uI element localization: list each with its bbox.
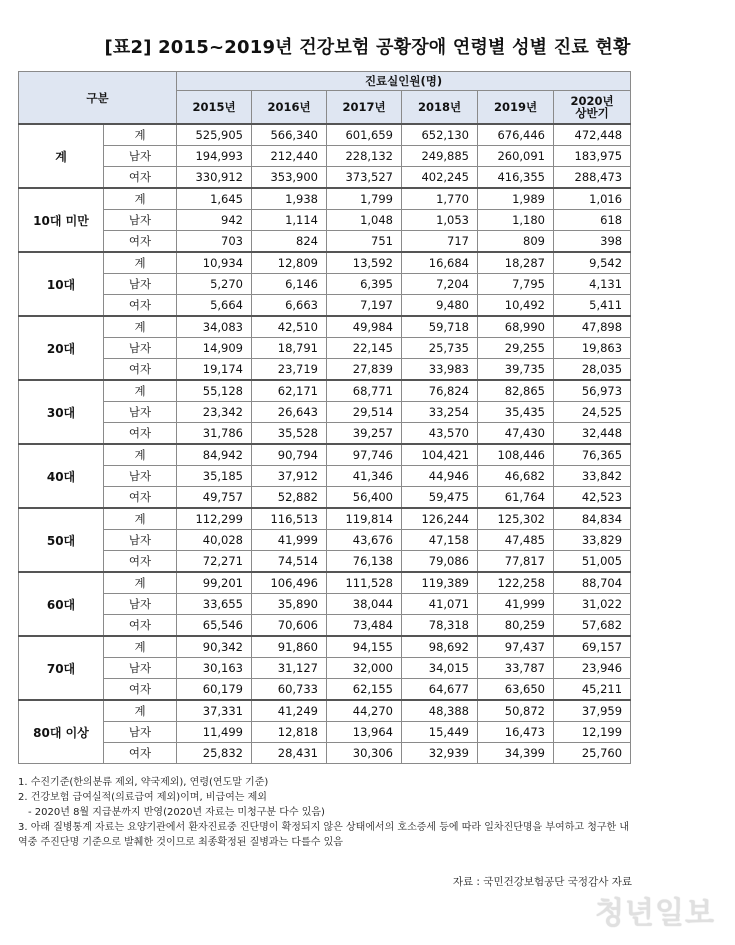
patient-count-cell: 39,257 [327,423,402,445]
patient-count-cell: 68,990 [478,316,554,338]
patient-count-cell: 12,199 [554,722,631,743]
sex-label: 남자 [104,402,177,423]
sex-label: 계 [104,188,177,210]
patient-count-cell: 30,163 [177,658,252,679]
patient-count-cell: 33,829 [554,530,631,551]
patient-count-cell: 45,211 [554,679,631,701]
patient-count-cell: 104,421 [402,444,478,466]
patient-count-cell: 525,905 [177,124,252,146]
patient-count-cell: 33,983 [402,359,478,381]
age-group-label: 80대 이상 [19,700,104,764]
source-note: 자료 : 국민건강보험공단 국정감사 자료 [452,876,632,888]
patient-count-cell: 47,430 [478,423,554,445]
patient-count-cell: 23,946 [554,658,631,679]
patient-count-cell: 6,395 [327,274,402,295]
patient-count-cell: 16,473 [478,722,554,743]
patient-count-cell: 751 [327,231,402,253]
patient-count-cell: 42,510 [252,316,327,338]
sex-label: 여자 [104,743,177,764]
patient-count-cell: 33,787 [478,658,554,679]
patient-count-cell: 472,448 [554,124,631,146]
header-patients: 진료실인원(명) [177,72,631,91]
patient-count-cell: 61,764 [478,487,554,509]
header-year: 2016년 [252,91,327,125]
footnote: 2. 건강보험 급여실적(의료급여 제외)이며, 비급여는 제외 [18,792,267,803]
patient-count-cell: 48,388 [402,700,478,722]
patient-count-cell: 59,718 [402,316,478,338]
patient-count-cell: 24,525 [554,402,631,423]
table-row [19,722,631,743]
table-row [19,551,631,573]
patient-count-cell: 18,791 [252,338,327,359]
patient-count-cell: 126,244 [402,508,478,530]
patient-count-cell: 78,318 [402,615,478,637]
sex-label: 계 [104,380,177,402]
sex-label: 남자 [104,722,177,743]
table-row [19,423,631,445]
patient-count-cell: 38,044 [327,594,402,615]
patient-count-cell: 10,934 [177,252,252,274]
patient-count-cell: 28,431 [252,743,327,764]
patient-count-cell: 39,735 [478,359,554,381]
table-row [19,466,631,487]
patient-count-cell: 31,022 [554,594,631,615]
patient-count-cell: 288,473 [554,167,631,189]
patient-count-cell: 80,259 [478,615,554,637]
patient-count-cell: 73,484 [327,615,402,637]
table-row [19,444,631,466]
table-row [19,316,631,338]
patient-count-cell: 91,860 [252,636,327,658]
patient-count-cell: 416,355 [478,167,554,189]
patient-count-cell: 98,692 [402,636,478,658]
sex-label: 계 [104,636,177,658]
age-group-label: 10대 미만 [19,188,104,252]
patient-count-cell: 13,592 [327,252,402,274]
patient-count-cell: 7,204 [402,274,478,295]
patient-count-cell: 41,071 [402,594,478,615]
sex-label: 남자 [104,658,177,679]
patient-count-cell: 809 [478,231,554,253]
patient-count-cell: 47,158 [402,530,478,551]
patient-count-cell: 33,655 [177,594,252,615]
age-group-label: 60대 [19,572,104,636]
patient-count-cell: 1,989 [478,188,554,210]
sex-label: 여자 [104,423,177,445]
patient-count-cell: 25,832 [177,743,252,764]
sex-label: 남자 [104,210,177,231]
patient-count-cell: 97,437 [478,636,554,658]
patient-count-cell: 6,146 [252,274,327,295]
patient-count-cell: 69,157 [554,636,631,658]
table-row [19,295,631,317]
patient-count-cell: 33,842 [554,466,631,487]
table-row [19,231,631,253]
header-year: 2019년 [478,91,554,125]
patient-count-cell: 34,083 [177,316,252,338]
sex-label: 여자 [104,679,177,701]
patient-count-cell: 60,179 [177,679,252,701]
header-year: 2018년 [402,91,478,125]
table-row [19,188,631,210]
patient-count-cell: 88,704 [554,572,631,594]
sex-label: 남자 [104,338,177,359]
patient-count-cell: 62,155 [327,679,402,701]
patient-count-cell: 111,528 [327,572,402,594]
patient-count-cell: 942 [177,210,252,231]
patient-count-cell: 717 [402,231,478,253]
age-group-label: 70대 [19,636,104,700]
patient-count-cell: 25,760 [554,743,631,764]
sex-label: 남자 [104,274,177,295]
patient-count-cell: 11,499 [177,722,252,743]
patient-count-cell: 84,834 [554,508,631,530]
table-row [19,359,631,381]
sex-label: 남자 [104,146,177,167]
patient-count-cell: 59,475 [402,487,478,509]
patient-count-cell: 15,449 [402,722,478,743]
patient-count-cell: 1,016 [554,188,631,210]
page-title: [표2] 2015~2019년 건강보험 공황장애 연령별 성별 진료 현황 [104,37,631,58]
table-row [19,636,631,658]
patient-count-cell: 7,197 [327,295,402,317]
patient-count-cell: 1,799 [327,188,402,210]
sex-label: 계 [104,316,177,338]
patient-count-cell: 42,523 [554,487,631,509]
table-body [19,124,631,764]
patient-count-cell: 9,542 [554,252,631,274]
patient-count-cell: 44,946 [402,466,478,487]
table-row [19,252,631,274]
patient-count-cell: 49,757 [177,487,252,509]
patient-count-cell: 31,786 [177,423,252,445]
patient-count-cell: 41,999 [252,530,327,551]
patient-count-cell: 29,514 [327,402,402,423]
patient-count-cell: 44,270 [327,700,402,722]
sex-label: 계 [104,444,177,466]
patient-count-cell: 125,302 [478,508,554,530]
patient-count-cell: 63,650 [478,679,554,701]
patient-count-cell: 19,863 [554,338,631,359]
patient-count-cell: 5,411 [554,295,631,317]
sex-label: 계 [104,700,177,722]
patient-count-cell: 30,306 [327,743,402,764]
watermark-logo: 청년일보 [595,896,715,931]
patient-count-cell: 32,448 [554,423,631,445]
table-row [19,700,631,722]
patient-count-cell: 41,999 [478,594,554,615]
patient-count-cell: 398 [554,231,631,253]
patient-count-cell: 1,180 [478,210,554,231]
patient-count-cell: 26,643 [252,402,327,423]
patient-count-cell: 40,028 [177,530,252,551]
patient-count-cell: 56,973 [554,380,631,402]
table-row [19,508,631,530]
table-row [19,167,631,189]
sex-label: 여자 [104,167,177,189]
patient-count-cell: 402,245 [402,167,478,189]
footnote: 3. 아래 질병통계 자료는 요양기관에서 환자진료중 진단명이 확정되지 않은 상태에서의 호소증세 등에 따라 일차진단명을 부여하고 청구한 내역중 주진단명 기준으로 발췌한 것이므로 최종확정된 질병과는 다를수 있음 [18,822,630,848]
patient-count-cell: 43,570 [402,423,478,445]
patient-count-cell: 330,912 [177,167,252,189]
patient-count-cell: 60,733 [252,679,327,701]
patient-count-cell: 249,885 [402,146,478,167]
patient-count-cell: 70,606 [252,615,327,637]
patient-count-cell: 10,492 [478,295,554,317]
patient-count-cell: 34,015 [402,658,478,679]
patient-count-cell: 119,814 [327,508,402,530]
patient-count-cell: 12,809 [252,252,327,274]
patient-count-cell: 1,048 [327,210,402,231]
table-row [19,594,631,615]
patient-count-cell: 97,746 [327,444,402,466]
sex-label: 여자 [104,615,177,637]
patient-count-cell: 50,872 [478,700,554,722]
patient-count-cell: 90,342 [177,636,252,658]
patient-count-cell: 601,659 [327,124,402,146]
patient-count-cell: 32,939 [402,743,478,764]
sex-label: 여자 [104,295,177,317]
patient-count-cell: 37,912 [252,466,327,487]
patient-count-cell: 35,890 [252,594,327,615]
sex-label: 여자 [104,231,177,253]
patient-count-cell: 19,174 [177,359,252,381]
patient-count-cell: 183,975 [554,146,631,167]
patient-count-cell: 14,909 [177,338,252,359]
footnotes [18,775,638,850]
header-category: 구분 [19,72,177,125]
patient-count-cell: 618 [554,210,631,231]
sex-label: 계 [104,252,177,274]
patient-count-cell: 1,053 [402,210,478,231]
patient-count-cell: 260,091 [478,146,554,167]
sex-label: 계 [104,508,177,530]
patient-count-cell: 824 [252,231,327,253]
patient-count-cell: 1,114 [252,210,327,231]
patient-count-cell: 31,127 [252,658,327,679]
sex-label: 남자 [104,466,177,487]
patient-count-cell: 13,964 [327,722,402,743]
header-year: 2015년 [177,91,252,125]
patient-count-cell: 7,795 [478,274,554,295]
patient-count-cell: 74,514 [252,551,327,573]
footnote: 1. 수진기준(한의분류 제외, 약국제외), 연령(연도말 기준) [18,777,269,788]
table-row [19,146,631,167]
patient-count-cell: 106,496 [252,572,327,594]
patient-count-cell: 76,138 [327,551,402,573]
patient-count-cell: 68,771 [327,380,402,402]
patient-count-cell: 652,130 [402,124,478,146]
patient-count-cell: 28,035 [554,359,631,381]
table-row [19,530,631,551]
header-year: 2020년 상반기 [554,91,631,125]
patient-count-cell: 77,817 [478,551,554,573]
patient-count-cell: 90,794 [252,444,327,466]
patient-count-cell: 116,513 [252,508,327,530]
patient-count-cell: 76,824 [402,380,478,402]
patient-count-cell: 84,942 [177,444,252,466]
patient-count-cell: 112,299 [177,508,252,530]
header-year: 2017년 [327,91,402,125]
age-group-label: 30대 [19,380,104,444]
patient-count-cell: 57,682 [554,615,631,637]
table-row [19,402,631,423]
patient-count-cell: 1,645 [177,188,252,210]
table-row [19,615,631,637]
patient-count-cell: 373,527 [327,167,402,189]
patient-count-cell: 79,086 [402,551,478,573]
patient-count-cell: 34,399 [478,743,554,764]
table-row [19,274,631,295]
age-group-label: 계 [19,124,104,188]
patient-count-cell: 566,340 [252,124,327,146]
patient-count-cell: 47,898 [554,316,631,338]
patient-count-cell: 1,938 [252,188,327,210]
patient-count-cell: 108,446 [478,444,554,466]
table-row [19,572,631,594]
patient-count-cell: 16,684 [402,252,478,274]
sex-label: 계 [104,572,177,594]
patient-count-cell: 72,271 [177,551,252,573]
patient-count-cell: 212,440 [252,146,327,167]
patient-count-cell: 41,249 [252,700,327,722]
patient-count-cell: 94,155 [327,636,402,658]
table-row [19,124,631,146]
patient-count-cell: 353,900 [252,167,327,189]
patient-count-cell: 56,400 [327,487,402,509]
patient-count-cell: 18,287 [478,252,554,274]
patient-count-cell: 27,839 [327,359,402,381]
patient-count-cell: 65,546 [177,615,252,637]
table-row [19,487,631,509]
patient-count-cell: 194,993 [177,146,252,167]
patient-count-cell: 47,485 [478,530,554,551]
table-row [19,210,631,231]
patient-stats-table [18,71,631,764]
footnote: - 2020년 8월 지급분까지 반영(2020년 자료는 미청구분 다수 있음) [28,807,325,818]
patient-count-cell: 76,365 [554,444,631,466]
patient-count-cell: 32,000 [327,658,402,679]
age-group-label: 50대 [19,508,104,572]
patient-count-cell: 35,185 [177,466,252,487]
sex-label: 여자 [104,487,177,509]
patient-count-cell: 52,882 [252,487,327,509]
patient-count-cell: 122,258 [478,572,554,594]
patient-count-cell: 33,254 [402,402,478,423]
patient-count-cell: 676,446 [478,124,554,146]
patient-count-cell: 22,145 [327,338,402,359]
sex-label: 여자 [104,359,177,381]
patient-count-cell: 37,959 [554,700,631,722]
patient-count-cell: 49,984 [327,316,402,338]
patient-count-cell: 5,664 [177,295,252,317]
sex-label: 계 [104,124,177,146]
patient-count-cell: 46,682 [478,466,554,487]
sex-label: 남자 [104,594,177,615]
table-row [19,658,631,679]
patient-count-cell: 41,346 [327,466,402,487]
patient-count-cell: 99,201 [177,572,252,594]
patient-count-cell: 43,676 [327,530,402,551]
patient-count-cell: 6,663 [252,295,327,317]
patient-count-cell: 23,342 [177,402,252,423]
patient-count-cell: 37,331 [177,700,252,722]
table-row [19,338,631,359]
patient-count-cell: 51,005 [554,551,631,573]
patient-count-cell: 5,270 [177,274,252,295]
patient-count-cell: 29,255 [478,338,554,359]
table-row [19,743,631,764]
table-row [19,380,631,402]
patient-count-cell: 12,818 [252,722,327,743]
sex-label: 남자 [104,530,177,551]
patient-count-cell: 82,865 [478,380,554,402]
table-row [19,679,631,701]
patient-count-cell: 35,528 [252,423,327,445]
patient-count-cell: 62,171 [252,380,327,402]
age-group-label: 20대 [19,316,104,380]
patient-count-cell: 35,435 [478,402,554,423]
patient-count-cell: 1,770 [402,188,478,210]
age-group-label: 10대 [19,252,104,316]
patient-count-cell: 25,735 [402,338,478,359]
patient-count-cell: 703 [177,231,252,253]
patient-count-cell: 64,677 [402,679,478,701]
sex-label: 여자 [104,551,177,573]
patient-count-cell: 119,389 [402,572,478,594]
patient-count-cell: 23,719 [252,359,327,381]
patient-count-cell: 9,480 [402,295,478,317]
patient-count-cell: 55,128 [177,380,252,402]
age-group-label: 40대 [19,444,104,508]
patient-count-cell: 4,131 [554,274,631,295]
patient-count-cell: 228,132 [327,146,402,167]
